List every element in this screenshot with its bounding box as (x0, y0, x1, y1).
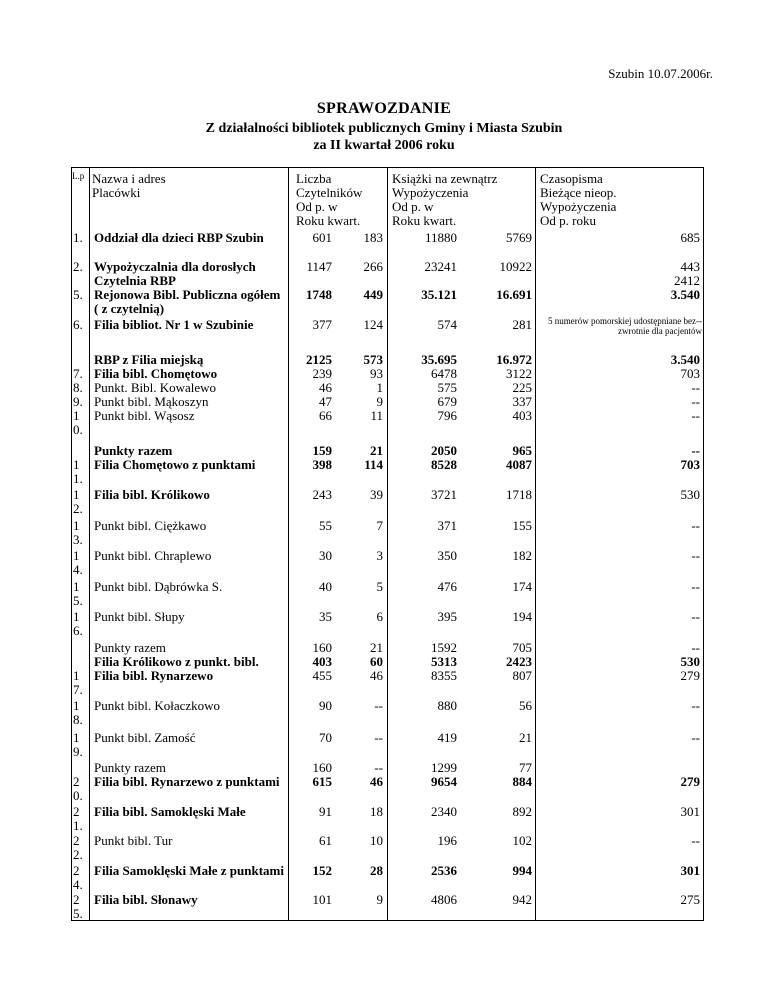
books-quarter: 16.972 (496, 352, 532, 367)
report-date: Szubin 10.07.2006r. (608, 66, 713, 81)
readers-year: 90 (319, 698, 332, 713)
books-year: 796 (437, 408, 457, 423)
periodicals-year: 279 (680, 668, 700, 683)
row-name: Punkt. Bibl. Kowalewo (94, 380, 217, 395)
books-year: 419 (437, 730, 457, 745)
readers-year: 2125 (306, 352, 332, 367)
books-year: 1592 (431, 640, 457, 655)
readers-quarter: 7 (376, 518, 383, 533)
readers-quarter: 46 (370, 668, 383, 683)
books-year: 35.695 (421, 352, 457, 367)
readers-quarter: 18 (370, 804, 383, 819)
periodicals-year: 703 (680, 457, 700, 472)
row-number: 6. (73, 317, 83, 332)
readers-quarter: 21 (370, 640, 383, 655)
column-divider (89, 167, 90, 921)
readers-quarter: 266 (363, 259, 383, 274)
books-quarter: 10922 (499, 259, 532, 274)
books-quarter: 942 (512, 892, 532, 907)
books-quarter: 403 (512, 408, 532, 423)
report-title: SPRAWOZDANIE (316, 100, 452, 117)
books-quarter: 884 (512, 774, 532, 789)
readers-year: 35 (319, 609, 332, 624)
row-number: 24. (73, 863, 83, 892)
readers-year: 160 (312, 640, 332, 655)
readers-quarter: 21 (370, 443, 383, 458)
row-name: Punkty razem (94, 640, 166, 655)
row-number: 17. (73, 668, 83, 697)
periodicals-year: -- (691, 443, 700, 458)
header-books: Od p. w (392, 199, 434, 214)
readers-year: 47 (319, 394, 332, 409)
row-name: Punkty razem (94, 760, 166, 775)
readers-quarter: 28 (370, 863, 383, 878)
books-year: 35.121 (421, 287, 457, 302)
books-quarter: 807 (512, 668, 532, 683)
books-quarter: 2423 (506, 654, 532, 669)
row-number: 7. (73, 366, 83, 381)
row-number: 9. (73, 394, 83, 409)
row-name: Punkt bibl. Tur (94, 833, 173, 848)
row-name: Wypożyczalnia dla dorosłych (94, 259, 256, 274)
books-year: 8355 (431, 668, 457, 683)
periodicals-year: 530 (680, 487, 700, 502)
periodicals-note: 5 numerów pomorskiej udostępniane bez--zwrotnie dla pacjentów (548, 316, 702, 336)
readers-quarter: 114 (364, 457, 383, 472)
readers-year: 377 (312, 317, 332, 332)
row-number: 18. (73, 698, 83, 727)
books-quarter: 16.691 (496, 287, 532, 302)
readers-quarter: 6 (376, 609, 383, 624)
books-year: 6478 (431, 366, 457, 381)
header-books: Książki na zewnątrz (392, 171, 498, 186)
readers-quarter: 124 (363, 317, 383, 332)
readers-year: 55 (319, 518, 332, 533)
row-name: Rejonowa Bibl. Publiczna ogółem ( z czytelnią) (94, 287, 281, 316)
books-quarter: 56 (519, 698, 532, 713)
readers-year: 46 (319, 380, 332, 395)
readers-year: 243 (312, 487, 332, 502)
row-name: Punkt bibl. Ciężkawo (94, 518, 207, 533)
books-year: 5313 (431, 654, 457, 669)
books-year: 9654 (431, 774, 457, 789)
readers-quarter: 10 (370, 833, 383, 848)
books-year: 196 (437, 833, 457, 848)
row-number: 8. (73, 380, 83, 395)
row-name: Punkty razem (94, 443, 173, 458)
books-quarter: 182 (512, 548, 532, 563)
row-number: 16. (73, 609, 83, 638)
readers-quarter: 5 (376, 579, 383, 594)
books-quarter: 1718 (506, 487, 532, 502)
periodicals-year: -- (691, 698, 700, 713)
books-year: 23241 (424, 259, 457, 274)
row-name: Punkt bibl. Słupy (94, 609, 185, 624)
row-name: Czytelnia RBP (94, 273, 176, 288)
row-name: Filia Samoklęski Małe z punktami (94, 863, 284, 878)
books-quarter: 705 (512, 640, 532, 655)
readers-quarter: 39 (370, 487, 383, 502)
books-quarter: 194 (512, 609, 532, 624)
readers-year: 455 (312, 668, 332, 683)
row-name: Oddział dla dzieci RBP Szubin (94, 230, 264, 245)
periodicals-year: 279 (680, 774, 700, 789)
books-year: 679 (437, 394, 457, 409)
row-name: Filia Królikowo z punkt. bibl. (94, 654, 259, 669)
row-number: 1. (73, 230, 83, 245)
books-quarter: 4087 (506, 457, 532, 472)
row-name: Punkt bibl. Zamość (94, 730, 196, 745)
periodicals-year: -- (691, 730, 700, 745)
row-name: Punkt bibl. Wąsosz (94, 408, 195, 423)
periodicals-year: -- (691, 640, 700, 655)
row-name: Filia bibl. Słonawy (94, 892, 198, 907)
books-quarter: 102 (512, 833, 532, 848)
readers-year: 101 (312, 892, 332, 907)
row-number: 15. (73, 579, 83, 608)
column-divider (535, 167, 536, 921)
report-period: za II kwartał 2006 roku (313, 138, 455, 153)
readers-quarter: 46 (370, 774, 383, 789)
row-name: Filia Chomętowo z punktami (94, 457, 256, 472)
row-name: Filia bibl. Samoklęski Małe (94, 804, 246, 819)
periodicals-year: 443 (680, 259, 700, 274)
books-year: 575 (437, 380, 457, 395)
header-books: Roku kwart. (392, 213, 457, 228)
header-periodicals: Bieżące nieop. (540, 185, 617, 200)
readers-quarter: 449 (363, 287, 383, 302)
row-number: 19. (73, 730, 83, 759)
row-name: Filia bibliot. Nr 1 w Szubinie (94, 317, 254, 332)
row-name: Filia bibl. Rynarzewo z punktami (94, 774, 280, 789)
row-name: Punkt bibl. Chraplewo (94, 548, 212, 563)
readers-quarter: 183 (363, 230, 383, 245)
periodicals-year: 530 (680, 654, 700, 669)
books-quarter: 965 (512, 443, 532, 458)
readers-quarter: 93 (370, 366, 383, 381)
books-year: 4806 (431, 892, 457, 907)
periodicals-year: 275 (680, 892, 700, 907)
readers-quarter: -- (374, 698, 383, 713)
readers-year: 615 (312, 774, 332, 789)
readers-year: 1147 (306, 259, 332, 274)
row-number: 12. (73, 487, 83, 516)
readers-quarter: 60 (370, 654, 383, 669)
books-year: 2340 (431, 804, 457, 819)
report-subtitle: Z działalności bibliotek publicznych Gminy i Miasta Szubin (205, 121, 563, 136)
books-year: 1299 (431, 760, 457, 775)
header-readers: Od p. w (296, 199, 338, 214)
periodicals-year: -- (691, 518, 700, 533)
header-name: Placówki (92, 185, 141, 200)
header-readers: Czytelników (296, 185, 363, 200)
row-number: 5. (73, 287, 83, 302)
header-periodicals: Czasopisma (540, 171, 603, 186)
row-name: Filia bibl. Rynarzewo (94, 668, 214, 683)
readers-year: 601 (312, 230, 332, 245)
readers-year: 1748 (306, 287, 332, 302)
books-year: 574 (437, 317, 457, 332)
periodicals-year: 3.540 (670, 287, 700, 302)
readers-year: 30 (319, 548, 332, 563)
periodicals-year: -- (691, 833, 700, 848)
books-year: 371 (437, 518, 457, 533)
readers-year: 152 (312, 863, 332, 878)
books-quarter: 21 (519, 730, 532, 745)
books-quarter: 994 (512, 863, 532, 878)
periodicals-year: -- (691, 579, 700, 594)
periodicals-year: -- (691, 548, 700, 563)
books-quarter: 77 (519, 760, 532, 775)
books-year: 8528 (431, 457, 457, 472)
periodicals-year: 2412 (674, 273, 700, 288)
readers-year: 70 (319, 730, 332, 745)
row-number: 21. (73, 804, 83, 833)
header-name: Nazwa i adres (92, 171, 166, 186)
row-number: 13. (73, 518, 83, 547)
header-periodicals: Od p. roku (540, 213, 596, 228)
row-number: 25. (73, 892, 83, 921)
readers-year: 239 (312, 366, 332, 381)
periodicals-year: -- (691, 380, 700, 395)
readers-year: 91 (319, 804, 332, 819)
row-name: Filia bibl. Królikowo (94, 487, 210, 502)
readers-quarter: 9 (376, 394, 383, 409)
readers-year: 40 (319, 579, 332, 594)
readers-year: 160 (312, 760, 332, 775)
books-year: 350 (437, 548, 457, 563)
row-name: Punkt bibl. Mąkoszyn (94, 394, 209, 409)
row-number: 10. (73, 408, 83, 437)
row-number: 14. (73, 548, 83, 577)
readers-quarter: 1 (376, 380, 383, 395)
row-name: Punkt bibl. Kołaczkowo (94, 698, 221, 713)
books-quarter: 155 (512, 518, 532, 533)
row-name: RBP z Filia miejską (94, 352, 204, 367)
books-quarter: 281 (512, 317, 532, 332)
books-year: 880 (437, 698, 457, 713)
books-year: 2536 (431, 863, 457, 878)
readers-year: 398 (312, 457, 332, 472)
books-year: 395 (437, 609, 457, 624)
row-name: Punkt bibl. Dąbrówka S. (94, 579, 223, 594)
periodicals-year: 301 (680, 804, 700, 819)
readers-quarter: 573 (363, 352, 383, 367)
row-number: 2. (73, 259, 83, 274)
books-year: 11880 (424, 230, 457, 245)
periodicals-year: 685 (680, 230, 700, 245)
row-number: 20. (73, 774, 83, 803)
books-quarter: 3122 (506, 366, 532, 381)
books-year: 2050 (431, 443, 457, 458)
periodicals-year: 703 (680, 366, 700, 381)
readers-year: 61 (319, 833, 332, 848)
readers-quarter: 11 (370, 408, 383, 423)
header-books: Wypożyczenia (392, 185, 469, 200)
books-quarter: 174 (512, 579, 532, 594)
readers-year: 403 (312, 654, 332, 669)
periodicals-year: 301 (680, 863, 700, 878)
books-year: 3721 (431, 487, 457, 502)
periodicals-year: -- (691, 408, 700, 423)
readers-quarter: -- (374, 730, 383, 745)
periodicals-year: -- (691, 394, 700, 409)
readers-year: 159 (312, 443, 332, 458)
periodicals-year: 3.540 (670, 352, 700, 367)
header-readers: Liczba (296, 171, 332, 186)
readers-quarter: 3 (376, 548, 383, 563)
header-periodicals: Wypożyczenia (540, 199, 617, 214)
readers-year: 66 (319, 408, 332, 423)
readers-quarter: 9 (376, 892, 383, 907)
books-quarter: 225 (512, 380, 532, 395)
readers-quarter: -- (374, 760, 383, 775)
row-name: Filia bibl. Chomętowo (94, 366, 218, 381)
header-lp: L.p (72, 171, 85, 181)
periodicals-year: -- (691, 609, 700, 624)
row-number: 11. (73, 457, 83, 486)
books-quarter: 892 (512, 804, 532, 819)
header-readers: Roku kwart. (296, 213, 361, 228)
row-number: 22. (73, 833, 83, 862)
books-year: 476 (437, 579, 457, 594)
books-quarter: 337 (512, 394, 532, 409)
books-quarter: 5769 (506, 230, 532, 245)
